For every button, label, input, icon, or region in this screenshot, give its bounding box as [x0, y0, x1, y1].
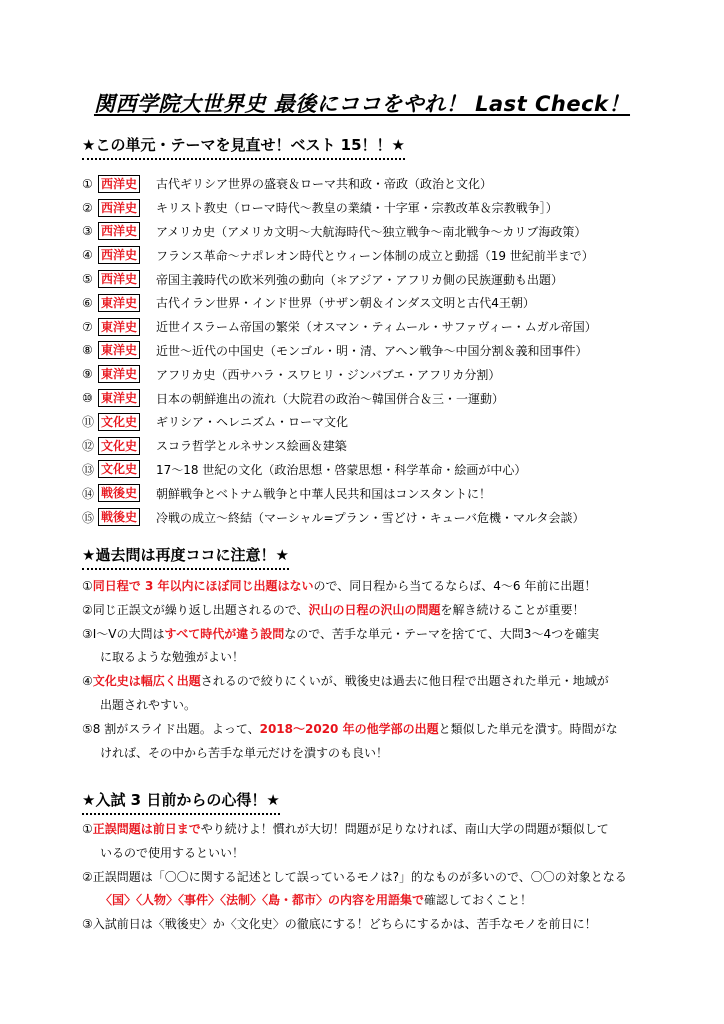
topic-item: [82, 458, 682, 482]
note-item: [82, 599, 682, 623]
category-badge: 文化史: [98, 460, 140, 478]
note-text: ②同じ正誤文が繰り返し出題されるので、: [82, 602, 309, 617]
note-text: 出題されやすい。: [100, 697, 197, 712]
category-badge: 東洋史: [98, 389, 140, 407]
note-item: [82, 718, 682, 766]
highlight-text: 文化史は幅広く出題: [92, 674, 201, 689]
note-text: ければ、その中から苦手な単元だけを潰すのも良い！: [100, 745, 389, 760]
topic-number: ⑫: [82, 439, 95, 454]
topic-item: [82, 362, 682, 386]
category-badge: 東洋史: [98, 294, 140, 312]
section-heading-best15: ★この単元・テーマを見直せ！ベスト 15！！★: [82, 134, 405, 160]
note-line: [82, 646, 682, 670]
category-badge: 戦後史: [98, 484, 140, 502]
note-line: [82, 718, 682, 742]
note-text: ので、同日程から当てるならば、4～6 年前に出題！: [313, 579, 597, 593]
topic-text: アメリカ史（アメリカ文明～大航海時代～独立戦争～南北戦争～カリブ海政策）: [156, 224, 587, 239]
topic-number: ⑮: [82, 510, 95, 525]
topic-number: ①: [82, 176, 93, 191]
note-text: ④: [82, 674, 93, 689]
note-item: [82, 866, 682, 914]
note-text: ③Ⅰ～Ⅴの大問は: [82, 626, 165, 641]
topic-text: アフリカ史（西サハラ・スワヒリ・ジンバブエ・アフリカ分割）: [156, 367, 501, 382]
topic-item: [82, 505, 682, 529]
note-text: ⑤8 割がスライド出題。よって、: [82, 721, 260, 736]
topic-number: ⑧: [82, 343, 93, 358]
category-badge: 西洋史: [98, 246, 140, 264]
topic-item: [82, 172, 682, 196]
note-text: ①: [82, 822, 93, 836]
topic-number: ⑦: [82, 319, 93, 334]
topic-number: ②: [82, 200, 93, 215]
note-line: [82, 575, 682, 599]
exam-prep-notes: [82, 818, 682, 937]
highlight-text: すべて時代が違う設問: [164, 626, 285, 641]
note-text: 確認しておくこと！: [424, 893, 533, 908]
note-text: ②正誤問題は「〇〇に関する記述として誤っているモノは?」的なものが多いので、〇〇の対象となる: [82, 869, 627, 884]
note-line: [82, 913, 682, 937]
note-line: [82, 842, 682, 866]
category-badge: 東洋史: [98, 341, 140, 359]
note-line: [82, 818, 682, 842]
topic-text: 17～18 世紀の文化（政治思想・啓蒙思想・科学革命・絵画が中心）: [156, 462, 527, 477]
topic-number: ⑥: [82, 295, 93, 310]
topic-text: 古代ギリシア世界の盛衰＆ローマ共和政・帝政（政治と文化）: [156, 177, 493, 192]
note-item: [82, 670, 682, 718]
topic-text: 帝国主義時代の欧米列強の動向（＊アジア・アフリカ側の民族運動も出題）: [156, 272, 563, 287]
note-text: を解き続けることが重要！: [440, 602, 585, 617]
section-heading-past-exams: ★過去問は再度ココに注意！★: [82, 544, 289, 570]
note-item: [82, 623, 682, 671]
note-item: [82, 575, 682, 599]
note-text: と類似した単元を潰す。時間がな: [438, 721, 618, 736]
category-badge: 西洋史: [98, 175, 140, 193]
note-text: に取るような勉強がよい！: [100, 650, 245, 665]
topic-number: ⑤: [82, 272, 93, 287]
highlight-text: 沢山の日程の沢山の問題: [308, 602, 441, 617]
topic-text: 日本の朝鮮進出の流れ（大院君の政治～韓国併合＆三・一運動）: [156, 391, 505, 406]
topic-item: [82, 434, 682, 458]
category-badge: 西洋史: [98, 199, 140, 217]
topic-item: [82, 410, 682, 434]
note-item: [82, 913, 682, 937]
highlight-text: 同日程で 3 年以内にほぼ同じ出題はない: [92, 579, 314, 593]
note-line: [82, 623, 682, 647]
note-line: [82, 889, 682, 913]
past-exam-notes: [82, 575, 682, 765]
note-line: [82, 670, 682, 694]
topic-text: 朝鮮戦争とベトナム戦争と中華人民共和国はコンスタントに！: [156, 486, 492, 501]
note-line: [82, 742, 682, 766]
note-text: なので、苦手な単元・テーマを捨てて、大問3～4つを確実: [284, 626, 600, 641]
note-item: [82, 818, 682, 866]
highlight-text: 〈国〉〈人物〉〈事件〉〈法制〉〈島・都市〉の内容を用語集で: [100, 893, 425, 908]
topic-text: ギリシア・ヘレニズム・ローマ文化: [156, 415, 349, 430]
note-text: ①: [82, 579, 93, 593]
topic-number: ⑬: [82, 462, 95, 477]
section-heading-three-days-before: ★入試 3 日前からの心得！★: [82, 789, 280, 815]
category-badge: 西洋史: [98, 270, 140, 288]
category-badge: 文化史: [98, 413, 140, 431]
note-line: [82, 694, 682, 718]
note-text: ③入試前日は〈戦後史〉か〈文化史〉の徹底にする！どちらにするかは、苦手なモノを前日に！: [82, 917, 597, 932]
topic-item: [82, 315, 682, 339]
topic-item: [82, 243, 682, 267]
note-text: されるので絞りにくいが、戦後史は過去に他日程で出題された単元・地域が: [200, 674, 609, 689]
topic-item: [82, 386, 682, 410]
topic-number: ⑨: [82, 367, 93, 382]
topic-number: ⑭: [82, 486, 95, 501]
topic-text: スコラ哲学とルネサンス絵画＆建築: [156, 439, 347, 454]
note-text: いるので使用するといい！: [100, 845, 245, 860]
topic-item: [82, 339, 682, 363]
category-badge: 文化史: [98, 437, 140, 455]
topic-number: ⑩: [82, 391, 93, 406]
topic-text: 冷戦の成立～終結（マーシャル=プラン・雪どけ・キューバ危機・マルタ会談）: [156, 510, 585, 525]
topic-text: キリスト教史（ローマ時代～教皇の業績・十字軍・宗教改革＆宗教戦争］）: [156, 201, 558, 216]
topic-text: フランス革命～ナポレオン時代とウィーン体制の成立と動揺（19 世紀前半まで）: [156, 248, 594, 263]
topic-item: [82, 220, 682, 244]
note-line: [82, 599, 682, 623]
topic-text: 近世イスラーム帝国の繁栄（オスマン・ティムール・サファヴィー・ムガル帝国）: [156, 320, 597, 335]
topic-text: 近世～近代の中国史（モンゴル・明・清、アヘン戦争～中国分割＆義和団事件）: [156, 343, 588, 358]
note-line: [82, 866, 682, 890]
highlight-text: 正誤問題は前日まで: [92, 822, 201, 836]
topic-item: [82, 291, 682, 315]
topic-text: 古代イラン世界・インド世界（サザン朝＆インダス文明と古代4王朝）: [156, 296, 535, 311]
note-text: やり続けよ！慣れが大切！問題が足りなければ、南山大学の問題が類似して: [200, 822, 609, 836]
category-badge: 東洋史: [98, 365, 140, 383]
highlight-text: 2018～2020 年の他学部の出題: [259, 721, 439, 736]
page-title: 関西学院大世界史 最後にココをやれ！ Last Check！: [93, 92, 631, 116]
topic-number: ④: [82, 248, 93, 263]
topic-item: [82, 267, 682, 291]
topic-list: [82, 172, 682, 529]
topic-number: ⑪: [82, 415, 95, 430]
category-badge: 東洋史: [98, 318, 140, 336]
topic-item: [82, 481, 682, 505]
category-badge: 戦後史: [98, 508, 140, 526]
category-badge: 西洋史: [98, 222, 140, 240]
topic-number: ③: [82, 224, 93, 239]
topic-item: [82, 196, 682, 220]
